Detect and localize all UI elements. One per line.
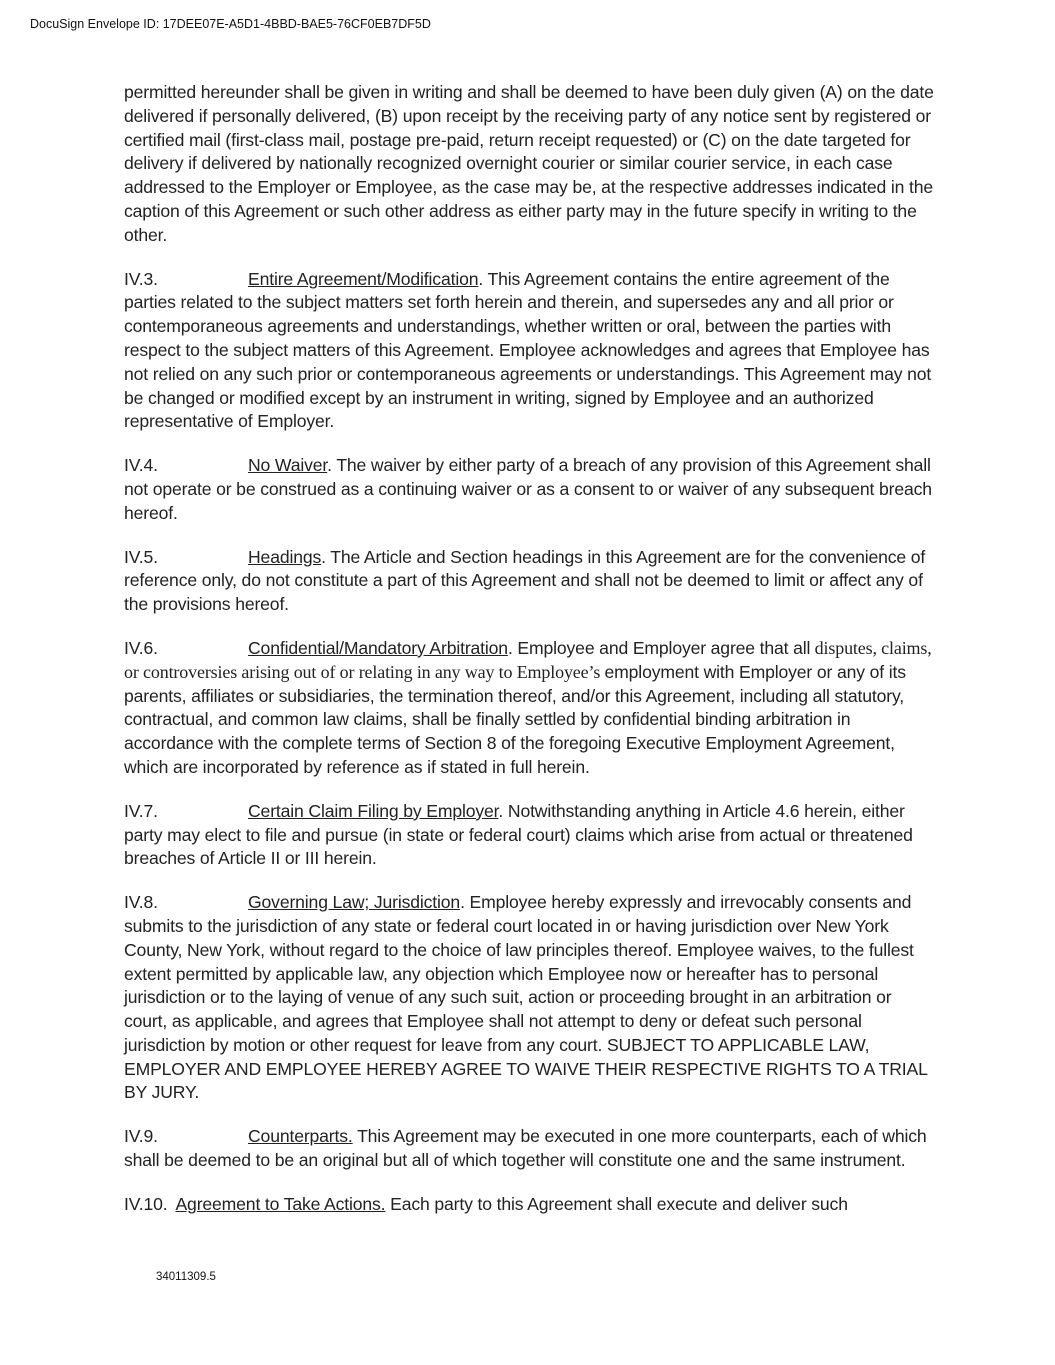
section-body-rest: employment with Employer or any of its parents, affiliates or subsidiaries, the termination thereof, and/or this Agreement, including all statutory, contractual, and common law claims, shall be finally settled by confidential binding arbitration in accordance with the complete terms of Section 8 of the foregoing Executive Employment Agreement, which are incorporated by reference as if stated in full herein.	[124, 661, 906, 777]
section-title: Confidential/Mandatory Arbitration	[248, 637, 508, 658]
section-title: Counterparts.	[248, 1126, 353, 1147]
section-body: Each party to this Agreement shall execute and deliver such	[385, 1193, 848, 1214]
section-title: No Waiver	[248, 455, 328, 476]
section-title: Governing Law; Jurisdiction	[248, 892, 461, 913]
section-iv-4	[124, 454, 934, 525]
section-title: Headings	[248, 546, 322, 567]
section-number: IV.3.	[124, 268, 158, 289]
section-body-serif: disputes, claims, or controversies arising out of or relating in any way to Employee’s	[124, 637, 932, 682]
document-body	[124, 81, 934, 1237]
section-iv-5	[124, 546, 934, 617]
section-iv-8	[124, 891, 934, 1105]
section-number: IV.9.	[124, 1126, 158, 1147]
section-iv-9	[124, 1125, 934, 1173]
section-iv-7	[124, 800, 934, 871]
intro-paragraph: permitted hereunder shall be given in writing and shall be deemed to have been duly given (A) on the date delivered if personally delivered, (B) upon receipt by the receiving party of any notice sent by registered or certified mail (first-class mail, postage pre-paid, return receipt requested) or (C) on the date targeted for delivery if delivered by nationally recognized overnight courier or similar courier service, in each case addressed to the Employer or Employee, as the case may be, at the respective addresses indicated in the caption of this Agreement or such other address as either party may in the future specify in writing to the other.	[124, 82, 934, 245]
section-body: . The Article and Section headings in this Agreement are for the convenience of reference only, do not constitute a part of this Agreement and shall not be deemed to limit or affect any of the provisions hereof.	[124, 546, 926, 615]
section-title: Agreement to Take Actions.	[175, 1193, 386, 1214]
section-body: . Employee hereby expressly and irrevocably consents and submits to the jurisdiction of any state or federal court located in or having jurisdiction over New York County, New York, without regard to the choice of law principles thereof. Employee waives, to the fullest extent permitted by applicable law, any objection which Employee now or hereafter has to personal jurisdiction or to the laying of venue of any such suit, action or proceeding brought in an arbitration or court, as applicable, and agrees that Employee shall not attempt to deny or defeat such personal jurisdiction by motion or other request for leave from any court. SUBJECT TO APPLICABLE LAW, EMPLOYER AND EMPLOYEE HEREBY AGREE TO WAIVE THEIR RESPECTIVE RIGHTS TO A TRIAL BY JURY.	[124, 892, 928, 1103]
section-title: Entire Agreement/Modification	[248, 268, 479, 289]
section-iv-10	[124, 1193, 934, 1217]
section-number: IV.5.	[124, 546, 158, 567]
section-body: . The waiver by either party of a breach of any provision of this Agreement shall not operate or be construed as a continuing waiver or as a consent to or waiver of any subsequent breach hereof.	[124, 455, 932, 523]
section-body: . Employee and Employer agree that all	[507, 637, 811, 658]
section-number: IV.7.	[124, 800, 158, 821]
docusign-envelope-id: DocuSign Envelope ID: 17DEE07E-A5D1-4BBD-BAE5-76CF0EB7DF5D	[30, 17, 431, 31]
document-footer-id: 34011309.5	[156, 1271, 216, 1283]
section-body: . This Agreement contains the entire agreement of the parties related to the subject matters set forth herein and therein, and supersedes any and all prior or contemporaneous agreements and understandings, whether written or oral, between the parties with respect to the subject matters of this Agreement. Employee acknowledges and agrees that Employee has not relied on any such prior or contemporaneous agreements or understandings. This Agreement may not be changed or modified except by an instrument in writing, signed by Employee and an authorized representative of Employer.	[124, 268, 932, 432]
section-title: Certain Claim Filing by Employer	[248, 800, 499, 821]
section-iv-3	[124, 268, 934, 435]
section-number: IV.8.	[124, 892, 158, 913]
section-number: IV.6.	[124, 637, 158, 658]
section-body: This Agreement may be executed in one more counterparts, each of which shall be deemed to be an original but all of which together will constitute one and the same instrument.	[124, 1126, 927, 1171]
section-iv-6	[124, 637, 934, 780]
section-number: IV.10.	[124, 1193, 168, 1214]
section-number: IV.4.	[124, 455, 158, 476]
section-body: . Notwithstanding anything in Article 4.6 herein, either party may elect to file and pursue (in state or federal court) claims which arise from actual or threatened breaches of Article II or III herein.	[124, 800, 913, 869]
